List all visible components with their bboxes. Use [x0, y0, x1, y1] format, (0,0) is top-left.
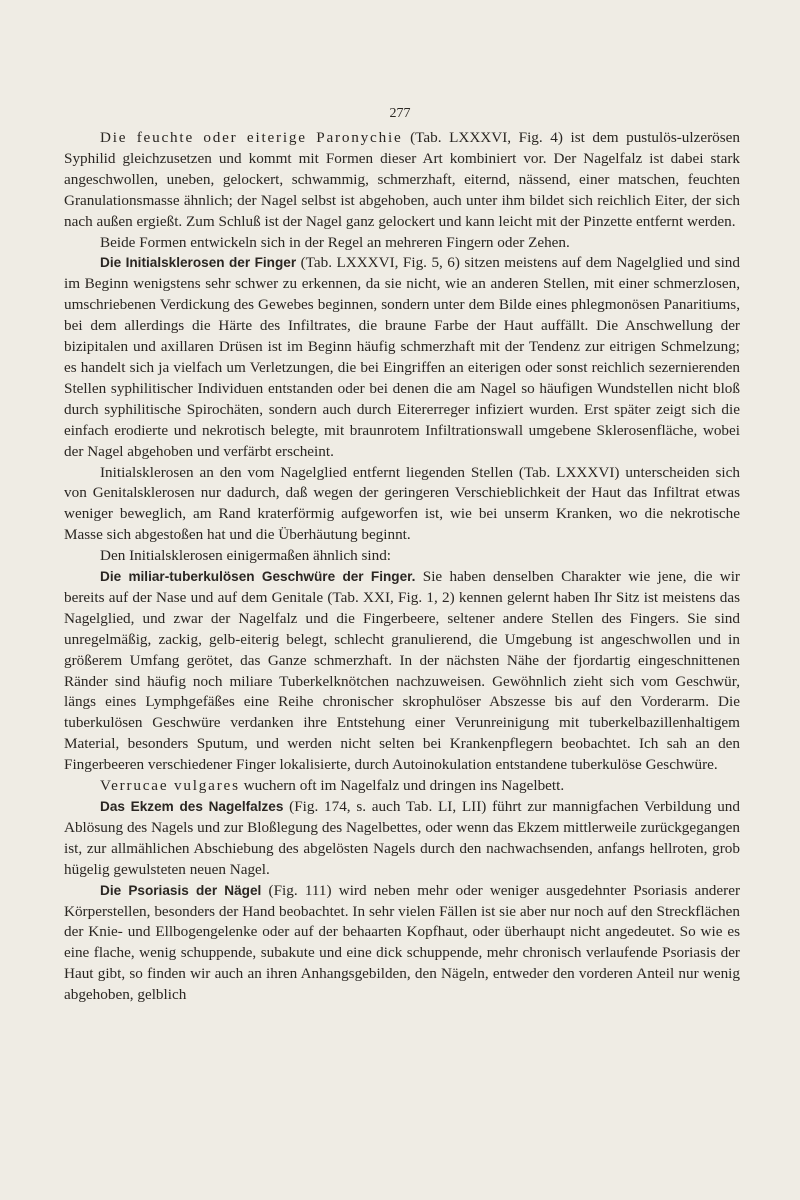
heading-psoriasis: Die Psoriasis der Nägel [100, 882, 262, 898]
paragraph-beide-formen [64, 233, 740, 254]
paragraph-text: (Fig. 174, s. auch Tab. LI, LII) führt zur mannigfachen Verbildung und Ablösung des Nagels und zur Bloßlegung des Nagelbettes, oder wenn das Ekzem mittlerweile zurückgegangen ist, zur allmählichen Abschiebung des abgelösten Nagels durch den nachwachsenden, anfangs hellroten, grob hügelig gewulsteten neuen Nagel. [64, 798, 740, 878]
paragraph-text: (Tab. LXXXVI, Fig. 5, 6) sitzen meistens auf dem Nagelglied und sind im Beginn wenigstens sehr schwer zu erkennen, da sie nicht, wie an anderen Stellen, mit einer schmerzlosen, umschriebenen Verdickung des Gewebes beginnen, sondern unter dem Bilde eines phlegmonösen Panaritiums, bei dem allerdings die Härte des Infiltrates, die braune Farbe der Haut auffällt. Die Anschwellung der bizipitalen und axillaren Drüsen ist im Beginn häufig schmerzhaft mit der Tendenz zur eitrigen Schmelzung; es handelt sich ja vielfach um Verletzungen, die bei Eingriffen an eiterigen oder sonst reichlich sezernierenden Stellen syphilitischer Individuen entstanden oder bei denen die am Nagel so häufigen Wundstellen nicht bloß durch syphilitische Spirochäten, sondern auch durch Eitererreger infiziert wurden. Erst später zeigt sich die einfach erodierte und nekrotisch belegte, mit braunrotem Infiltrationswall umgebene Sklerosenfläche, wobei der Nagel abgehoben und verfärbt erscheint. [64, 254, 740, 460]
paragraph-text: wuchern oft im Nagelfalz und dringen ins Nagelbett. [239, 777, 565, 795]
paragraph-initialsklerosen-entfernt [64, 463, 740, 547]
page-number: 277 [389, 106, 411, 121]
paragraph-aehnlich [64, 546, 740, 567]
body-text [64, 128, 740, 1006]
heading-tuberkuloese-geschwuere: Die miliar-tuberkulösen Geschwüre der Finger. [100, 569, 416, 585]
paragraph-ekzem [64, 797, 740, 881]
heading-initialsklerosen: Die Initialsklerosen der Finger [100, 255, 297, 271]
term-feuchte-paronychie: Die feuchte oder eiterige Paronychie [100, 129, 403, 146]
paragraph-text: Sie haben denselben Charakter wie jene, die wir bereits auf der Nase und auf dem Genitale (Tab. XXI, Fig. 1, 2) kennen gelernt haben Ihr Sitz ist meistens das Nagelglied, und zwar der Nagelfalz und die Fingerbeere, seltener andere Stellen des Fingers. Sie sind unregelmäßig, zackig, gelb-eiterig belegt, schlecht granulierend, die Umgebung ist angeschwollen und in größerem Umfang gerötet, das Ganze schmerzhaft. In der nächsten Nähe der fjordartig eingeschnittenen Ränder sind häufig noch miliare Tuberkelknötchen nachzuweisen. Gewöhnlich zieht sich vom Geschwür, längs eines Lymphgefäßes eine Reihe chronischer skrophulöser Abszesse bis auf den Vorderarm. Die tuberkulösen Geschwüre verdanken ihre Entstehung einer Verunreinigung mit tuberkelbazillenhaltigem Material, besonders Sputum, und werden nicht selten bei Krankenpflegern beobachtet. Ich sah an den Fingerbeeren verschiedener Finger lokalisierte, durch Autoinokulation entstandene tuberkulöse Geschwüre. [64, 568, 740, 774]
paragraph-text: (Fig. 111) wird neben mehr oder weniger ausgedehnter Psoriasis anderer Körperstellen, besonders der Hand beobachtet. In sehr vielen Fällen ist sie aber nur noch auf den Streckflächen der Knie- und Ellbogengelenke oder auf der behaarten Kopfhaut, oder überhaupt nicht angedeutet. So wie es eine flache, wenig schuppende, subakute und eine dick schuppende, mehr chronisch verlaufende Psoriasis der Haut gibt, so finden wir auch an ihren Anhangsgebilden, den Nägeln, entweder den vorderen Anteil nur wenig abgehoben, gelblich [64, 881, 740, 1004]
paragraph-text: Initialsklerosen an den vom Nagelglied entfernt liegenden Stellen (Tab. LXXXVI) unterscheiden sich von Genitalsklerosen nur dadurch, daß wegen der geringeren Verschieblichkeit der Haut das Infiltrat etwas weniger beweglich, am Rand kraterförmig aufgeworfen ist, wie bei unserm Kranken, wo die nekrotische Masse sich abgestoßen hat und die Überhäutung beginnt. [64, 463, 740, 544]
heading-ekzem: Das Ekzem des Nagelfalzes [100, 799, 284, 814]
paragraph-text: (Tab. LXXXVI, Fig. 4) ist dem pustulös-ulzerösen Syphilid gleichzusetzen und kommt mit Formen dieser Art kombiniert vor. Der Nagelfalz ist dabei stark angeschwollen, uneben, gelockert, schwammig, schmerzhaft, eiternd, nässend, einer matschen, feuchten Granulationsmasse ähnlich; der Nagel selbst ist abgehoben, auch unter ihm bildet sich reichlich Eiter, der sich nach außen ergießt. Zum Schluß ist der Nagel ganz gelockert und kann leicht mit der Pinzette entfernt werden. [64, 129, 740, 230]
term-verrucae-vulgares: Verrucae vulgares [100, 777, 240, 795]
paragraph-verrucae [64, 776, 740, 797]
paragraph-psoriasis [64, 881, 740, 1006]
paragraph-feuchte-paronychie [64, 128, 740, 233]
paragraph-text: Beide Formen entwickeln sich in der Regel an mehreren Fingern oder Zehen. [100, 233, 570, 251]
paragraph-tuberkuloese-geschwuere [64, 567, 740, 776]
paragraph-initialsklerosen [64, 253, 740, 462]
paragraph-text: Den Initialsklerosen einigermaßen ähnlich sind: [100, 547, 392, 565]
